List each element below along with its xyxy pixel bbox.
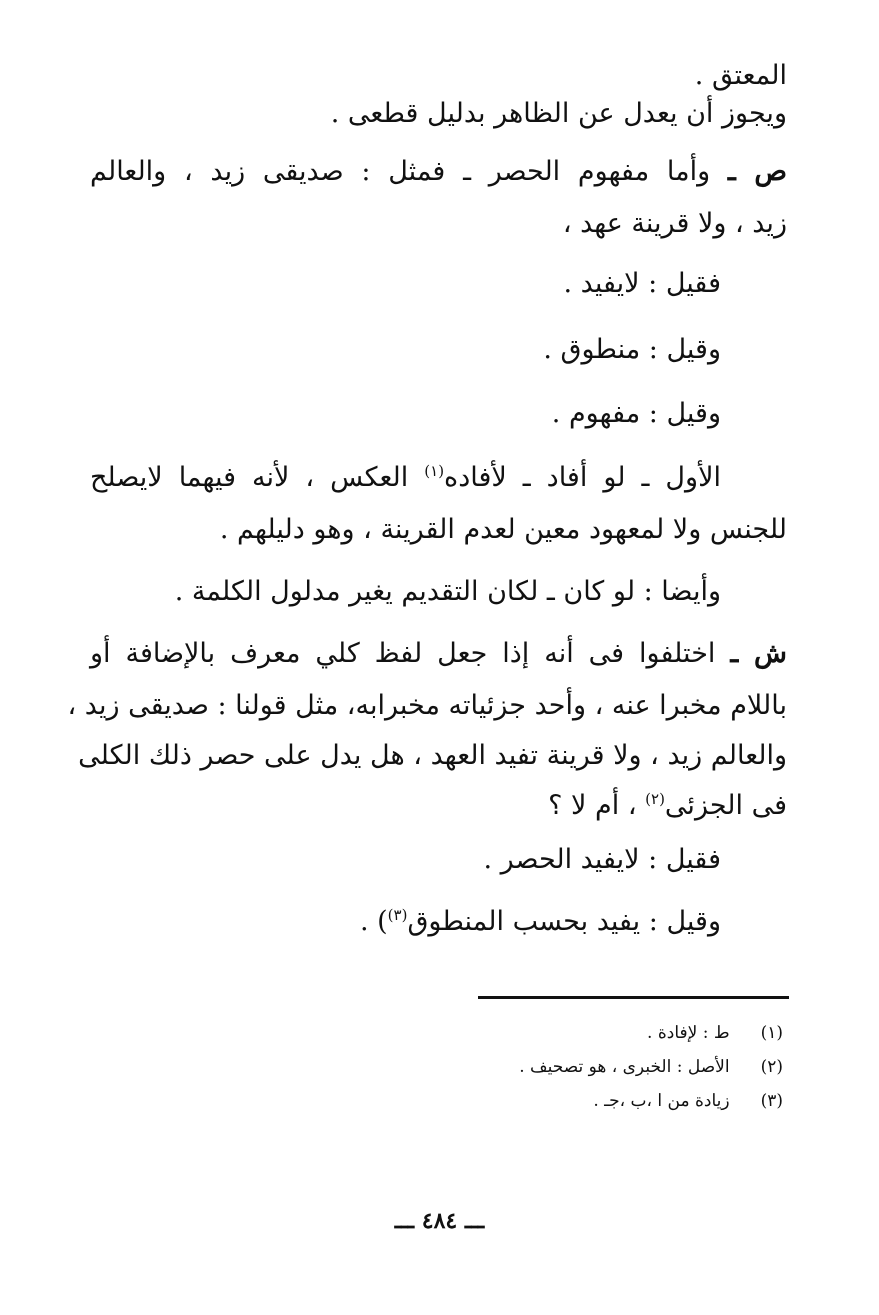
body-line-8 bbox=[90, 460, 721, 496]
footnote-2 bbox=[519, 1056, 783, 1078]
body-line-14b: ، أم لا ؟ bbox=[548, 790, 637, 821]
body-line-12: باللام مخبرا عنه ، وأحد جزئياته مخبرابه، مثل قولنا : صديقى زيد ، bbox=[67, 690, 787, 721]
body-line-8a: الأول ـ لو أفاد ـ لأفاده bbox=[444, 462, 721, 493]
footnote-3-number: (٣) bbox=[760, 1091, 783, 1111]
body-line-15: فقيل : لايفيد الحصر . bbox=[483, 844, 721, 875]
body-line-13: والعالم زيد ، ولا قرينة تفيد العهد ، هل يدل على حصر ذلك الكلى bbox=[78, 740, 787, 771]
body-line-11 bbox=[90, 636, 787, 672]
body-line-1: المعتق . bbox=[694, 60, 787, 91]
body-line-3 bbox=[90, 154, 787, 190]
body-line-11-text: اختلفوا فى أنه إذا جعل لفظ كلي معرف بالإضافة أو bbox=[90, 638, 716, 669]
section-marker-sad: ص ـ bbox=[727, 156, 787, 187]
footnote-3 bbox=[593, 1090, 783, 1112]
body-line-6: وقيل : منطوق . bbox=[543, 334, 721, 365]
body-line-16b: ) . bbox=[359, 906, 388, 937]
footnote-separator bbox=[478, 996, 789, 999]
note-ref-1: (١) bbox=[424, 462, 445, 480]
body-line-14 bbox=[548, 788, 787, 824]
footnote-1 bbox=[647, 1022, 783, 1044]
footnote-2-number: (٢) bbox=[760, 1057, 783, 1077]
body-line-5: فقيل : لايفيد . bbox=[563, 268, 721, 299]
body-line-8b: العكس ، لأنه فيهما لايصلح bbox=[90, 462, 409, 493]
body-line-4: زيد ، ولا قرينة عهد ، bbox=[562, 208, 787, 239]
body-line-10: وأيضا : لو كان ـ لكان التقديم يغير مدلول الكلمة . bbox=[174, 576, 721, 607]
note-ref-2: (٢) bbox=[645, 790, 665, 808]
body-line-16a: وقيل : يفيد بحسب المنطوق bbox=[407, 906, 721, 937]
page-number: ـــ ٤٨٤ ـــ bbox=[394, 1208, 485, 1234]
footnote-1-number: (١) bbox=[760, 1023, 783, 1043]
section-marker-shin: ش ـ bbox=[730, 638, 787, 669]
body-line-9: للجنس ولا لمعهود معين لعدم القرينة ، وهو دليلهم . bbox=[219, 514, 787, 545]
footnote-3-text: زيادة من ا ،ب ،جـ . bbox=[593, 1091, 730, 1111]
body-line-14a: فى الجزئى bbox=[664, 790, 787, 821]
body-line-2: ويجوز أن يعدل عن الظاهر بدليل قطعى . bbox=[330, 98, 787, 129]
footnote-2-text: الأصل : الخبرى ، هو تصحيف . bbox=[519, 1057, 730, 1077]
body-line-16 bbox=[360, 904, 721, 940]
footnote-1-text: ط : لإفادة . bbox=[647, 1023, 730, 1043]
body-line-3-text: وأما مفهوم الحصر ـ فمثل : صديقى زيد ، والعالم bbox=[90, 156, 711, 187]
body-line-7: وقيل : مفهوم . bbox=[551, 398, 721, 429]
note-ref-3: (٣) bbox=[387, 906, 408, 924]
